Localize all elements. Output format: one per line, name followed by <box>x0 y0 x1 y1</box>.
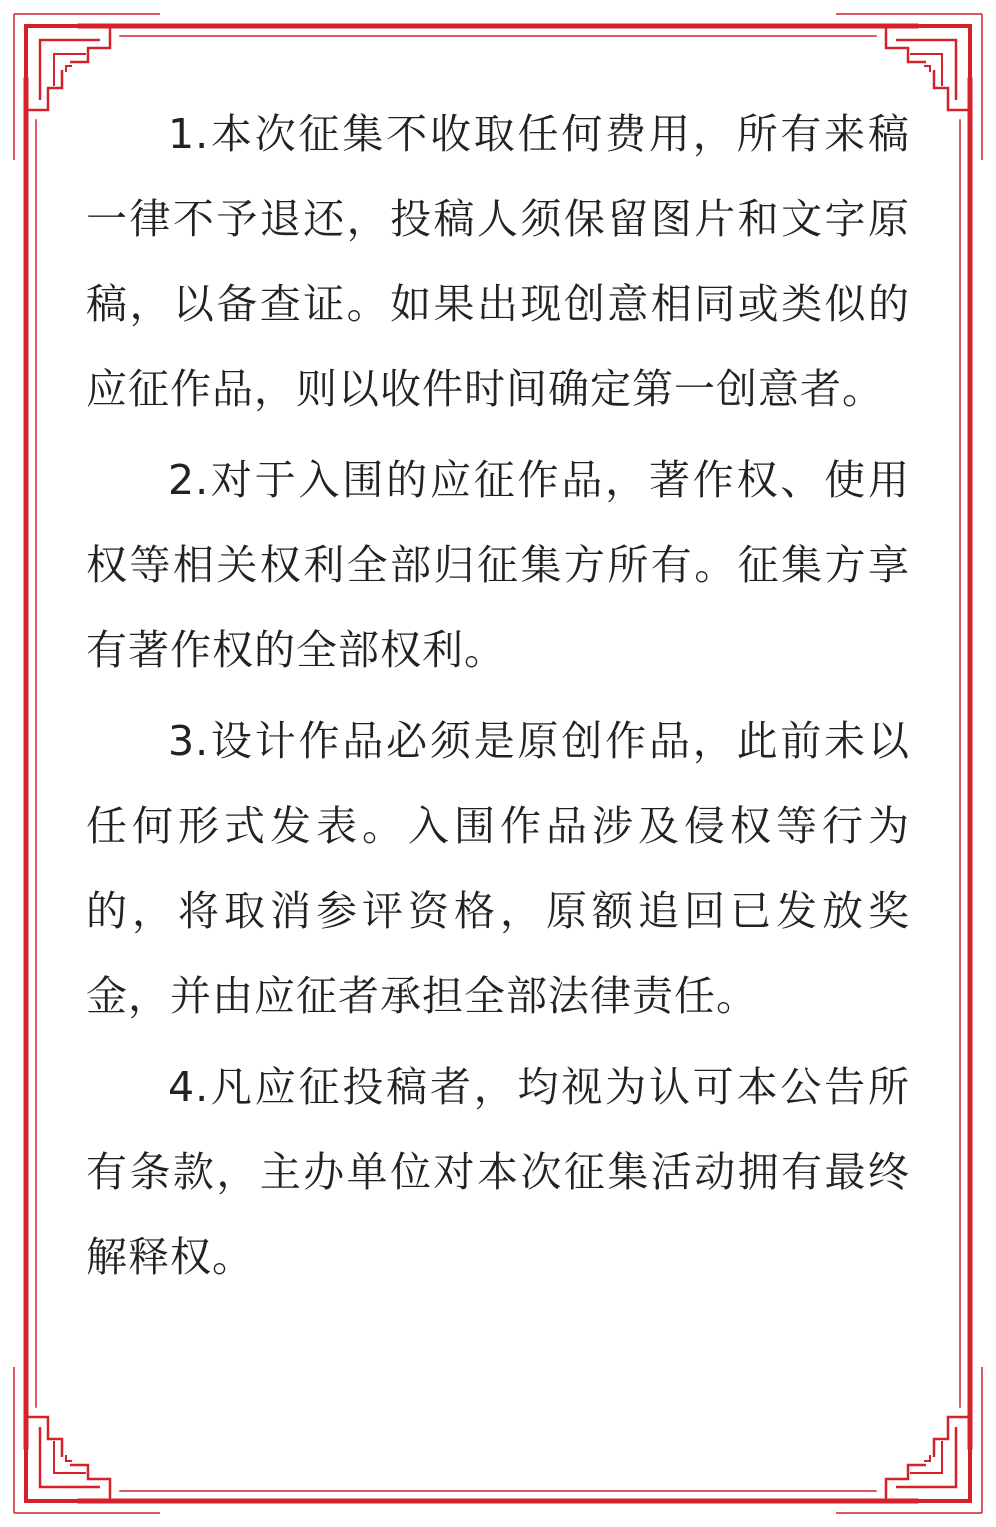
notice-paragraph-4: 4.凡应征投稿者，均视为认可本公告所有条款，主办单位对本次征集活动拥有最终解释权。 <box>86 1063 910 1281</box>
notice-paragraph-3: 3.设计作品必须是原创作品，此前未以任何形式发表。入围作品涉及侵权等行为的，将取消参评资格，原额追回已发放奖金，并由应征者承担全部法律责任。 <box>86 717 910 1020</box>
notice-paragraph-1: 1.本次征集不收取任何费用，所有来稿一律不予退还，投稿人须保留图片和文字原稿，以备查证。如果出现创意相同或类似的应征作品，则以收件时间确定第一创意者。 <box>86 110 910 413</box>
notice-paragraph-2: 2.对于入围的应征作品，著作权、使用权等相关权利全部归征集方所有。征集方享有著作权的全部权利。 <box>86 456 910 674</box>
notice-body <box>86 92 910 1306</box>
